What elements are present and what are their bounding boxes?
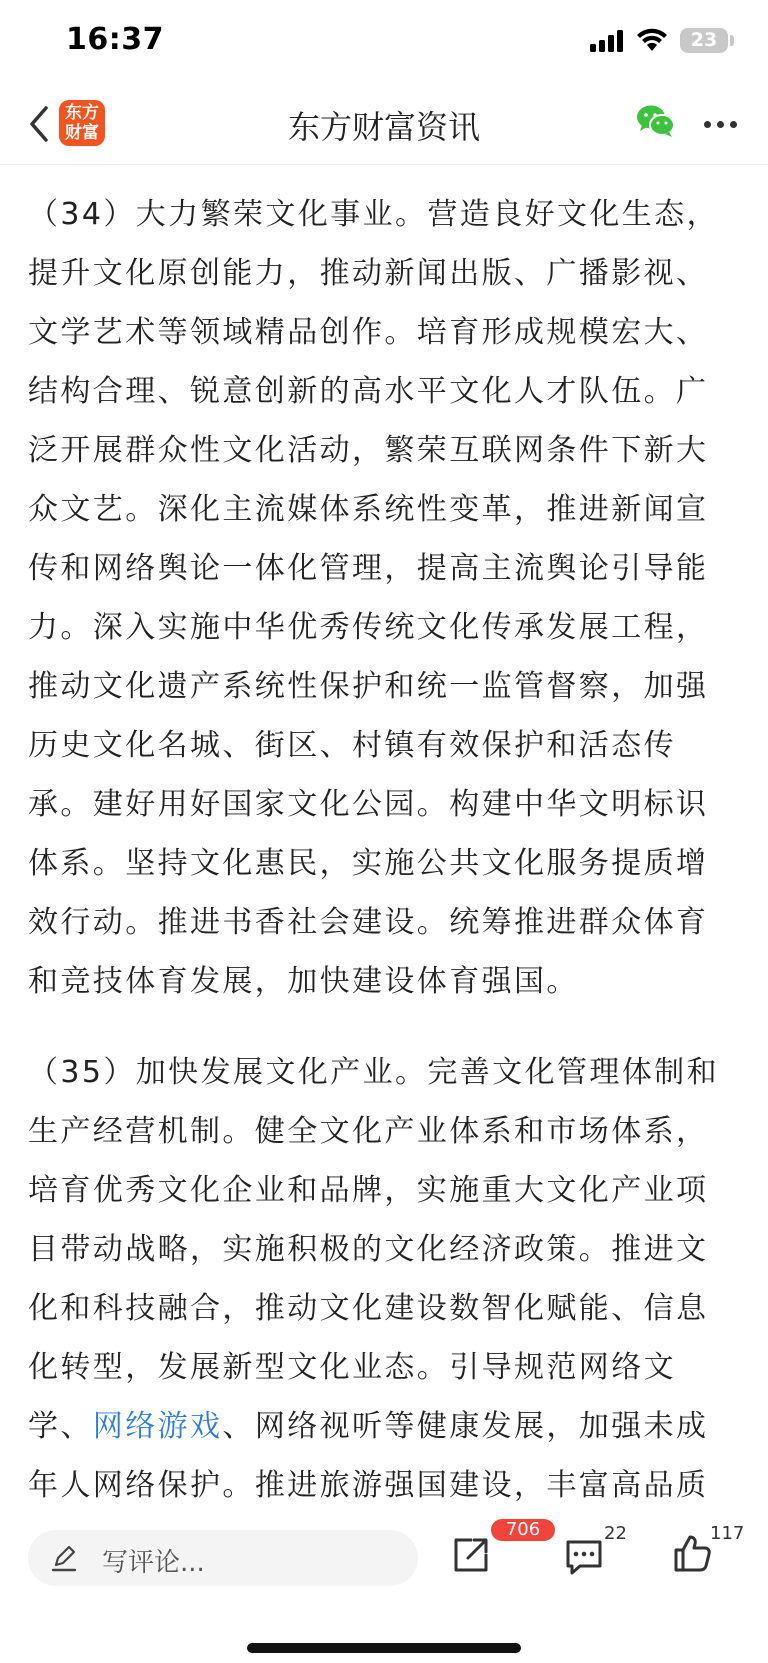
- logo-text-line1: 东方: [65, 103, 99, 123]
- pencil-icon: [50, 1543, 78, 1573]
- share-count-badge: 706: [491, 1519, 555, 1541]
- article-body: [28, 185, 740, 1515]
- bottom-action-bar: [0, 1515, 768, 1663]
- comment-input[interactable]: [28, 1530, 418, 1586]
- status-bar: [0, 0, 768, 84]
- share-icon[interactable]: [452, 1536, 490, 1574]
- comment-count: 22: [604, 1523, 627, 1544]
- like-icon[interactable]: [672, 1533, 712, 1573]
- battery-tip: [730, 35, 734, 46]
- battery-indicator: 23: [680, 28, 728, 53]
- page-title: 东方财富资讯: [287, 108, 480, 146]
- status-time: 16:37: [66, 22, 164, 57]
- article-paragraph-35: [28, 1043, 740, 1515]
- more-icon[interactable]: [704, 121, 738, 131]
- logo-text-line2: 财富: [65, 123, 99, 143]
- nav-bar: [0, 84, 768, 165]
- home-indicator: [247, 1643, 521, 1653]
- wifi-icon: [636, 26, 668, 52]
- article-paragraph-34: （34）大力繁荣文化事业。营造良好文化生态，提升文化原创能力，推动新闻出版、广播影视、文学艺术等领域精品创作。培育形成规模宏大、结构合理、锐意创新的高水平文化人才队伍。广泛开展群众性文化活动，繁荣互联网条件下新大众文艺。深化主流媒体系统性变革，推进新闻宣传和网络舆论一体化管理，提高主流舆论引导能力。深入实施中华优秀传统文化传承发展工程，推动文化遗产系统性保护和统一监管督察，加强历史文化名城、街区、村镇有效保护和活态传承。建好用好国家文化公园。构建中华文明标识体系。坚持文化惠民，实施公共文化服务提质增效行动。推进书香社会建设。统筹推进群众体育和竞技体育发展，加快建设体育强国。: [28, 197, 719, 999]
- network-games-link[interactable]: 网络游戏: [92, 1409, 223, 1444]
- comment-placeholder: 写评论...: [102, 1548, 205, 1578]
- comment-icon[interactable]: [564, 1536, 604, 1576]
- cellular-signal-icon: [590, 30, 626, 52]
- wechat-icon[interactable]: [636, 104, 676, 138]
- paragraph-35-text-continued: 、网络视听等健康发展，加强未成年人网络保护。推进旅游强国建设，丰富高品质: [28, 1409, 709, 1503]
- like-count: 117: [710, 1523, 745, 1544]
- paragraph-35-text: （35）加快发展文化产业。完善文化管理体制和生产经营机制。健全文化产业体系和市场体系，培育优秀文化企业和品牌，实施重大文化产业项目带动战略，实施积极的文化经济政策。推进文化和科技融合，推动文化建设数智化赋能、信息化转型，发展新型文化业态。引导规范网络文学、: [28, 1055, 719, 1444]
